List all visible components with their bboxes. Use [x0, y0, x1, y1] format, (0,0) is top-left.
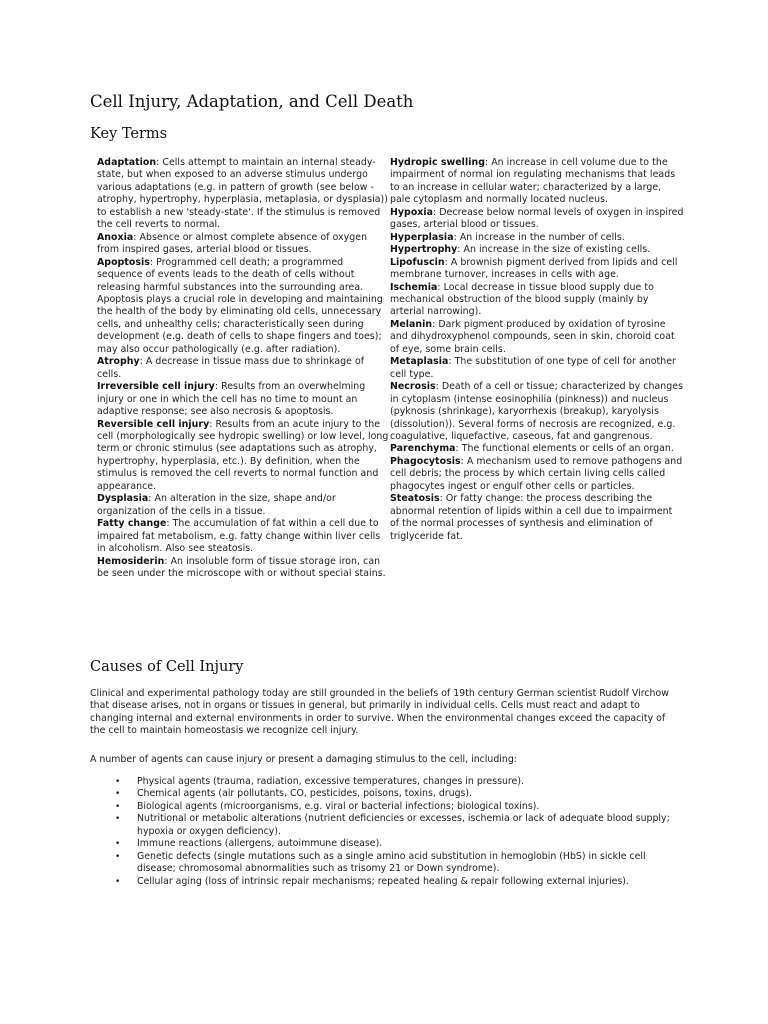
key-terms-heading: Key Terms: [90, 126, 168, 142]
bullet-icon: •: [115, 801, 121, 812]
list-item: [90, 851, 680, 876]
term-name: Fatty change: [97, 518, 167, 530]
term-entry: [390, 207, 684, 232]
agents-list: [90, 776, 680, 888]
causes-intro-paragraph: Clinical and experimental pathology today are still grounded in the beliefs of 19th century German scientist Rudolf Virchow that disease arises, not in organs or tissues in general, but primarily in individual cells. Cells must react and adapt to changing internal and external environments in order to survive. When the environmental changes exceed the capacity of the cell to maintain homeostasis we recognize cell injury.: [90, 688, 669, 737]
term-definition: : The accumulation of fat within a cell due to impaired fat metabolism, e.g. fatty change within liver cells in alcoholism. Also see steatosis.: [97, 518, 381, 555]
term-definition: : A decrease in tissue mass due to shrinkage of cells.: [97, 356, 365, 380]
term-name: Apoptosis: [97, 256, 150, 268]
term-definition: : Programmed cell death; a programmed sequence of events leads to the death of cells without releasing harmful substances into the surrounding area. Apoptosis plays a crucial role in developing and maintaining the health of the body by eliminating old cells, unnecessary cells, and unhealthy cells; characteristically seen during development (e.g. death of cells to shape fingers and toes); may also occur pathologically (e.g. after radiation).: [97, 256, 383, 355]
term-definition: : Local decrease in tissue blood supply due to mechanical obstruction of the blood supply (mainly by arterial narrowing).: [390, 281, 654, 318]
term-name: Hypoxia: [390, 206, 434, 218]
term-entry: [390, 282, 684, 319]
bullet-icon: •: [115, 839, 121, 850]
bullet-icon: •: [115, 789, 121, 800]
list-item: [90, 776, 680, 788]
term-definition: : Decrease below normal levels of oxygen in inspired gases, arterial blood or tissues.: [390, 206, 684, 231]
term-entry: [97, 493, 389, 518]
term-name: Metaplasia: [390, 356, 449, 368]
term-name: Hyperplasia: [390, 231, 454, 243]
term-name: Reversible cell injury: [97, 418, 210, 430]
term-definition: : Or fatty change: the process describing the abnormal retention of lipids within a cell due to impairment of the normal processes of synthesis and elimination of triglyceride fat.: [390, 493, 673, 542]
term-definition: : An insoluble form of tissue storage iron, can be seen under the microscope with or without special stains.: [97, 555, 386, 579]
bullet-icon: •: [115, 851, 121, 862]
term-entry: [97, 381, 389, 418]
term-definition: : The substitution of one type of cell for another cell type.: [390, 356, 676, 380]
term-definition: : Absence or almost complete absence of oxygen from inspired gases, arterial blood or tissues.: [97, 231, 368, 256]
term-name: Ischemia: [390, 281, 438, 293]
term-entry: [97, 419, 389, 494]
term-definition: : An alteration in the size, shape and/or organization of the cells in a tissue.: [97, 493, 336, 517]
term-entry: [97, 518, 389, 555]
key-terms-left-column: [97, 157, 389, 580]
term-entry: [390, 443, 684, 455]
term-name: Atrophy: [97, 356, 140, 368]
term-entry: [97, 232, 389, 257]
term-definition: : An increase in cell volume due to the impairment of normal ion regulating mechanisms that leads to an increase in cellular water; characterized by a large, pale cytoplasm and normally located nucleus.: [390, 157, 676, 206]
agents-intro-paragraph: A number of agents can cause injury or present a damaging stimulus to the cell, including:: [90, 754, 517, 765]
term-name: Parenchyma: [390, 443, 456, 455]
term-name: Anoxia: [97, 231, 134, 243]
causes-heading: Causes of Cell Injury: [90, 659, 244, 675]
term-name: Hemosiderin: [97, 555, 165, 567]
term-entry: [97, 356, 389, 381]
list-item-text: Nutritional or metabolic alterations (nutrient deficiencies or excesses, ischemia or lack of adequate blood supply; hypoxia or oxygen deficiency).: [137, 813, 670, 837]
bullet-icon: •: [115, 814, 121, 825]
term-entry: [390, 456, 684, 493]
term-entry: [390, 157, 684, 207]
list-item-text: Chemical agents (air pollutants, CO, pesticides, poisons, toxins, drugs).: [137, 788, 473, 800]
bullet-icon: •: [115, 777, 121, 787]
term-name: Lipofuscin: [390, 256, 445, 268]
term-entry: [390, 356, 684, 381]
list-item-text: Genetic defects (single mutations such as a single amino acid substitution in hemoglobin (HbS) in sickle cell disease; chromosomal abnormalities such as trisomy 21 or Down syndrome).: [137, 850, 646, 875]
term-name: Irreversible cell injury: [97, 381, 215, 393]
term-entry: [390, 232, 684, 244]
list-item-text: Immune reactions (allergens, autoimmune disease).: [137, 838, 383, 850]
term-entry: [390, 493, 684, 543]
term-definition: : An increase in the number of cells.: [453, 231, 625, 243]
term-definition: : The functional elements or cells of an organ.: [455, 443, 674, 455]
term-name: Melanin: [390, 318, 433, 330]
term-entry: [390, 257, 684, 282]
list-item-text: Cellular aging (loss of intrinsic repair mechanisms; repeated healing & repair following external injuries).: [137, 875, 629, 887]
list-item: [90, 876, 680, 888]
term-name: Necrosis: [390, 381, 436, 393]
term-entry: [390, 319, 684, 356]
term-name: Adaptation: [97, 157, 157, 168]
term-name: Hydropic swelling: [390, 157, 485, 168]
term-definition: : A brownish pigment derived from lipids and cell membrane turnover, increases in cells with age.: [390, 256, 678, 281]
term-definition: : An increase in the size of existing cells.: [457, 244, 651, 256]
list-item: [90, 838, 680, 850]
term-entry: [97, 556, 389, 581]
list-item: [90, 801, 680, 813]
bullet-icon: •: [115, 876, 121, 887]
term-definition: : Results from an overwhelming injury or one in which the cell has no time to mount an adaptive response; see also necrosis & apoptosis.: [97, 381, 366, 418]
list-item-text: Physical agents (trauma, radiation, excessive temperatures, changes in pressure).: [137, 776, 524, 787]
term-name: Steatosis: [390, 493, 440, 505]
term-definition: : Dark pigment produced by oxidation of tyrosine and dihydroxyphenol compounds, seen in skin, choroid coat of eye, some brain cells.: [390, 318, 675, 355]
term-definition: : Cells attempt to maintain an internal steady-state, but when exposed to an adverse stimulus undergo various adaptations (e.g. in pattern of growth (see below - atrophy, hypertrophy, hyperplasia, metaplasia, or dysplasia)) to establish a new 'steady-state'. If the stimulus is removed the cell reverts to normal.: [97, 157, 388, 231]
term-definition: : Death of a cell or tissue; characterized by changes in cytoplasm (intense eosinophilia (pinkness)) and nucleus (pyknosis (shrinkage), karyorrhexis (breakup), karyolysis (dissolution)). Several forms of necrosis are recognized, e.g. coagulative, liquefactive, caseous, fat and gangrenous.: [390, 381, 684, 442]
term-definition: : A mechanism used to remove pathogens and cell debris; the process by which certain living cells called phagocytes ingest or engulf other cells or particles.: [390, 455, 683, 492]
key-terms-right-column: [390, 157, 684, 543]
term-definition: : Results from an acute injury to the cell (morphologically see hydropic swelling) or low level, long term or chronic stimulus (see adaptations such as atrophy, hypertrophy, hyperplasia, etc.). By definition, when the stimulus is removed the cell reverts to normal function and appearance.: [97, 418, 389, 492]
term-entry: [97, 257, 389, 357]
list-item: [90, 788, 680, 800]
page-title: Cell Injury, Adaptation, and Cell Death: [90, 92, 414, 111]
term-entry: [390, 244, 684, 256]
term-name: Dysplasia: [97, 493, 149, 505]
list-item-text: Biological agents (microorganisms, e.g. viral or bacterial infections; biological toxins).: [137, 800, 540, 812]
term-name: Phagocytosis: [390, 455, 461, 467]
list-item: [90, 813, 680, 838]
term-name: Hypertrophy: [390, 244, 458, 256]
term-entry: [390, 381, 684, 443]
term-entry: [97, 157, 389, 232]
